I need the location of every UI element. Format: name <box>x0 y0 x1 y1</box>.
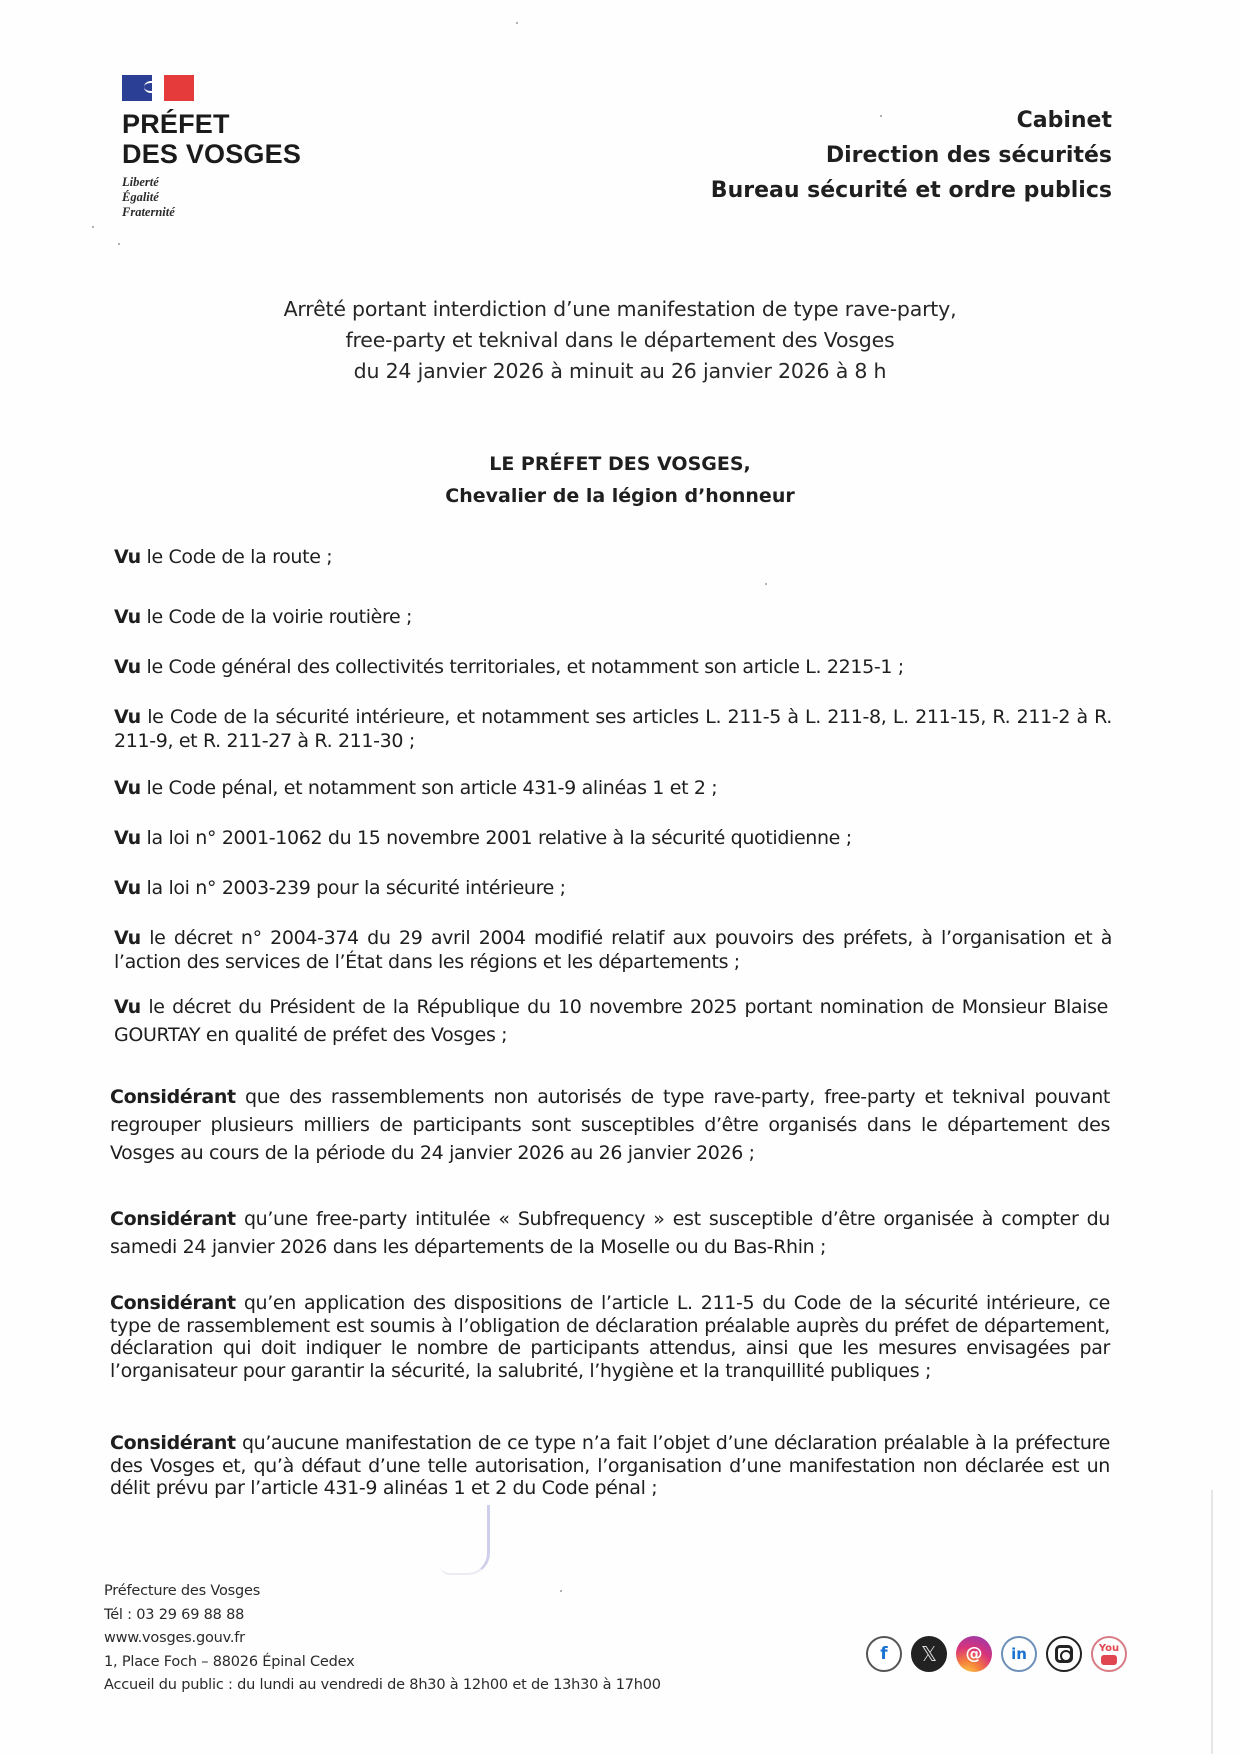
visa-paragraph: Vu la loi n° 2003-239 pour la sécurité intérieure ; <box>114 877 566 899</box>
considerant-paragraph: Considérant que des rassemblements non autorisés de type rave-party, free-party et teknival pouvant regrouper plusieurs milliers de participants sont susceptibles d’être organisés dans le département des Vosges au cours de la période du 24 janvier 2026 au 26 janvier 2026 ; <box>110 1086 1110 1164</box>
social-links <box>866 1636 1127 1672</box>
considerant-paragraph: Considérant qu’une free-party intitulée « Subfrequency » est susceptible d’être organisée à compter du samedi 24 janvier 2026 dans les départements de la Moselle ou du Bas-Rhin ; <box>110 1208 1110 1258</box>
considerant-paragraph: Considérant qu’en application des dispositions de l’article L. 211-5 du Code de la sécurité intérieure, ce type de rassemblement est soumis à l’obligation de déclaration préalable auprès du préfet de département, déclaration qui doit indiquer le nombre de participants attendus, ainsi que les mesures envisagées par l’organisateur pour garantir la sécurité, la salubrité, l’hygiène et la tranquillité publiques ; <box>110 1292 1110 1382</box>
scan-artifact-line <box>1211 1490 1213 1754</box>
scan-speck <box>92 226 94 228</box>
service-direction: Direction des sécurités <box>825 143 1112 168</box>
visa-paragraph: Vu le Code de la sécurité intérieure, et notamment ses articles L. 211-5 à L. 211-8, L. 211-15, R. 211-2 à R. 211-9, et R. 211-27 à R. 211-30 ; <box>114 706 1112 752</box>
french-flag-icon <box>122 75 194 101</box>
footer-name: Préfecture des Vosges <box>104 1583 261 1599</box>
logo-title: PRÉFET DES VOSGES <box>122 109 302 169</box>
scan-speck <box>765 583 767 585</box>
visa-paragraph: Vu le Code de la voirie routière ; <box>114 606 413 628</box>
instagram-icon[interactable] <box>1046 1636 1082 1672</box>
decree-title: Arrêté portant interdiction d’une manifestation de type rave-party, free-party et teknival dans le département des Vosges du 24 janvier 2026 à minuit au 26 janvier 2026 à 8 h <box>283 297 957 383</box>
footer-address: 1, Place Foch – 88026 Épinal Cedex <box>104 1653 355 1670</box>
visa-paragraph: Vu le Code pénal, et notamment son article 431-9 alinéas 1 et 2 ; <box>114 777 718 799</box>
footer-hours: Accueil du public : du lundi au vendredi de 8h30 à 12h00 et de 13h30 à 17h00 <box>104 1677 661 1693</box>
footer-phone: Tél : 03 29 69 88 88 <box>104 1606 245 1623</box>
considerant-paragraph: Considérant qu’aucune manifestation de ce type n’a fait l’objet d’une déclaration préalable à la préfecture des Vosges et, qu’à défaut d’une telle autorisation, l’organisation d’une manifestation non déclarée est un délit prévu par l’article 431-9 alinéas 1 et 2 du Code pénal ; <box>110 1432 1110 1499</box>
marianne-profile-icon <box>144 81 158 93</box>
prefecture-logo <box>122 75 301 220</box>
visa-paragraph: Vu la loi n° 2001-1062 du 15 novembre 2001 relative à la sécurité quotidienne ; <box>114 827 852 849</box>
visa-paragraph: Vu le Code général des collectivités territoriales, et notamment son article L. 2215-1 ; <box>114 656 904 678</box>
republic-motto: Liberté Égalité Fraternité <box>122 175 175 219</box>
visa-paragraph: Vu le Code de la route ; <box>114 546 333 568</box>
youtube-icon[interactable]: You <box>1091 1636 1127 1672</box>
issuing-service <box>711 103 1112 208</box>
facebook-icon[interactable]: f <box>866 1636 902 1672</box>
authority-heading: LE PRÉFET DES VOSGES, Chevalier de la légion d’honneur <box>445 453 795 507</box>
prefecture-contact-footer <box>104 1580 661 1698</box>
linkedin-icon[interactable]: in <box>1001 1636 1037 1672</box>
footer-website[interactable]: www.vosges.gouv.fr <box>104 1630 245 1646</box>
scan-bleed-mark <box>440 1505 490 1575</box>
visa-paragraph: Vu le décret du Président de la République du 10 novembre 2025 portant nomination de Monsieur Blaise GOURTAY en qualité de préfet des Vosges ; <box>114 996 1108 1046</box>
x-twitter-icon[interactable]: 𝕏 <box>911 1636 947 1672</box>
service-cabinet: Cabinet <box>1016 108 1112 133</box>
service-bureau: Bureau sécurité et ordre publics <box>710 178 1112 203</box>
scan-speck <box>516 22 518 24</box>
threads-icon[interactable]: @ <box>956 1636 992 1672</box>
scan-speck <box>118 243 120 245</box>
visa-paragraph: Vu le décret n° 2004-374 du 29 avril 2004 modifié relatif aux pouvoirs des préfets, à l’organisation et à l’action des services de l’État dans les régions et les départements ; <box>114 927 1112 973</box>
